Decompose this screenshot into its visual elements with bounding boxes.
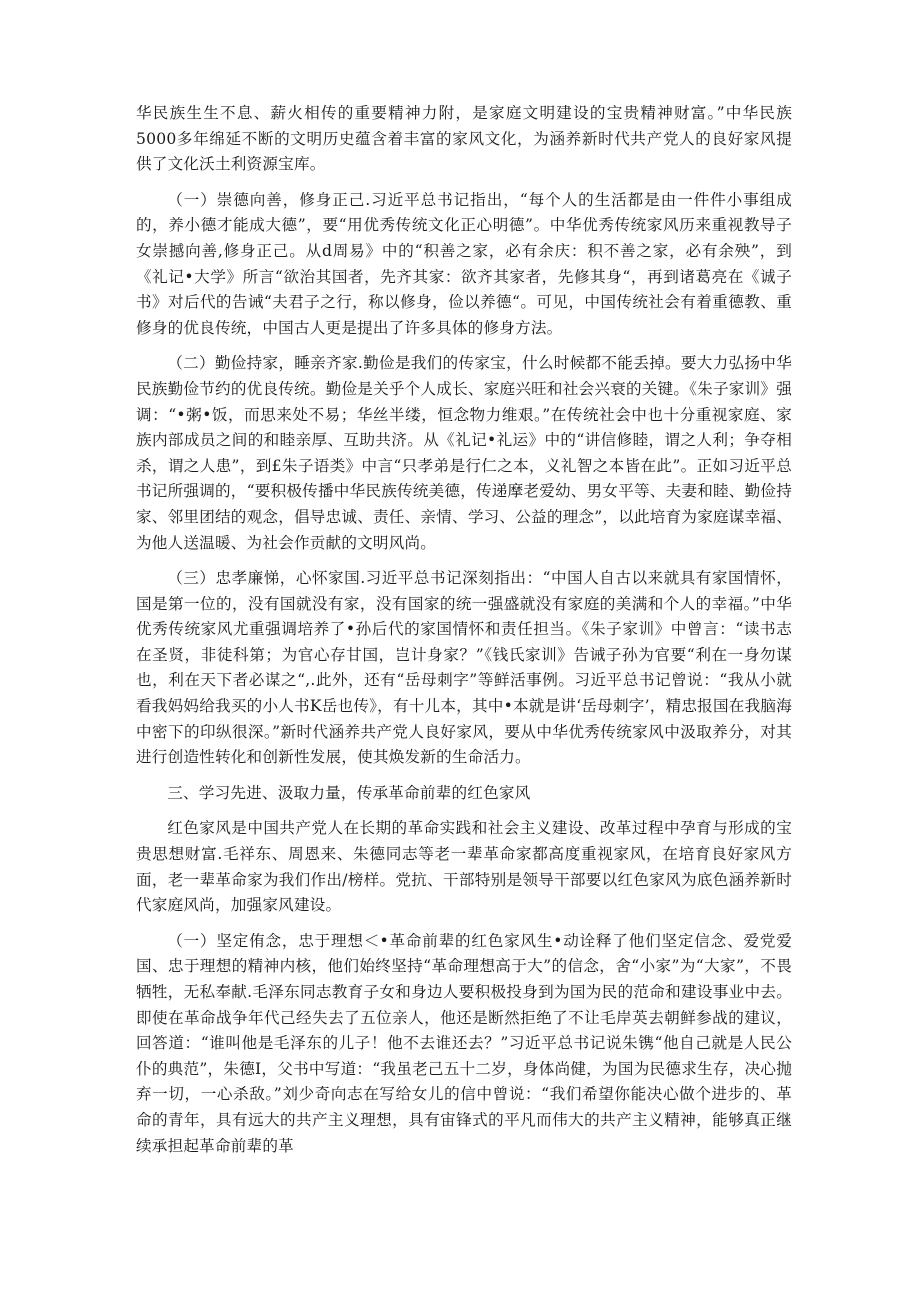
paragraph-qinjian: （二）勤俭持家，睡亲齐家.勤俭是我们的传家宝，什么时候都不能丢掉。要大力弘扬中华民族勤俭节约的优良传统。勤俭是关乎个人成长、家庭兴旺和社会兴衰的关键。《朱子家训》强调：“•粥•饭，而思来处不易；华丝半缕，恒念物力维艰。”在传统社会中也十分重视家庭、家族内部成员之间的和睦亲厚、互助共济。从《礼记•礼运》中的“讲信修睦，谓之人利；争夺相杀，谓之人患”，到£朱子语类》中言“只孝弟是行仁之本，义礼智之本皆在此”。正如习近平总书记所强调的，“要积极传播中华民族传统美德，传递摩老爱幼、男女平等、夫妻和睦、勤俭持家、邻里团结的观念，倡导忠诚、责任、亲情、学习、公益的理念”，以此培育为家庭谋幸福、为他人送温暖、为社会作贡献的文明风尚。 bbox=[136, 354, 792, 552]
paragraph-zhongxiao: （三）忠孝廉悌，心怀家国.习近平总书记深刻指出：“中国人自古以来就具有家国情怀，国是第一位的，没有国就没有家，没有国家的统一强盛就没有家庭的美满和个人的幸福。”中华优秀传统家风尤重强调培养了•孙后代的家国情怀和责任担当。《朱子家训》中曾言：“读书志在圣贤，非徒科第；为官心存甘国，岂计身家？”《钱氏家训》告诫子孙为官要“利在一身勿谋也，利在天下者必谋之“,.此外，还有“岳母刺字”等鲜活事例。习近平总书记曾说：“我从小就看我妈妈给我买的小人书K岳也传》，有十儿本，其中•本就是讲‘岳母刺字’，精忠报国在我脑海中密下的印纵很深。”新时代涵养共产党人良好家风，要从中华优秀传统家风中汲取养分，对其进行创造性转化和创新性发展，使其焕发新的生命活力。 bbox=[136, 569, 792, 767]
paragraph-intro: 华民族生生不息、薪火相传的重要精神力附，是家庭文明建设的宝贵精神财富。”中华民族5000多年绵延不断的文明历史蕴含着丰富的家风文化，为涵养新时代共产党人的良好家风提供了文化沃土利资源宝库。 bbox=[136, 104, 792, 174]
paragraph-jianding: （一）坚定侑念，忠于理想＜•革命前辈的红色家风生•动诠释了他们坚定信念、爱党爱国、忠于理想的精神内核，他们始终坚持“革命理想高于大”的信念，舍“小家”为“大家”，不畏牺牲，无私奉献.毛泽东同志教育子女和身边人要积极投身到为国为民的范命和建设事业中去。即使在革命战争年代己经失去了五位亲人，他还是断然拒绝了不让毛岸英去朝鲜参战的建议，回答道：“谁叫他是毛泽东的儿子！他不去谁还去？”习近平总书记说朱镌“他自己就是人民公仆的典范”，朱德I，父书中写道：“我虽老己五十二岁，身体尚健，为国为民德求生存，决心抛弃一切，一心杀敌。”刘少奇向志在写给女儿的信中曾说：“我们希望你能决心做个进步的、革命的青年，具有远大的共产主义理想，具有宙锋式的平凡而伟大的共产主义精神，能够真正继续承担起革命前辈的革 bbox=[136, 931, 792, 1155]
section-heading-3: 三、学习先进、汲取力量，传承革命前辈的红色家风 bbox=[167, 783, 531, 802]
paragraph-chongde: （一）崇德向善，修身正己.习近平总书记指出，“每个人的生活都是由一件件小事组成的，养小德才能成大德”，要“用优秀传统文化正心明德”。中华优秀传统家风历来重视教导子女崇撼向善,修身正己。从d周易》中的“积善之家，必有余庆：积不善之家，必有余殃”，到《礼记•大学》所言“欲治其国者，先齐其家：欲齐其家者，先修其身“，再到诸葛亮在《诚子书》对后代的告诫“夫君子之行，称以修身，俭以养德“。可见，中国传统社会有着重德教、重修身的优良传统，中国古人更是提出了许多具体的修身方法。 bbox=[136, 190, 792, 337]
document-page bbox=[136, 101, 792, 1169]
paragraph-red-family: 红色家风是中国共产党人在长期的革命实践和社会主义建设、改革过程中孕育与形成的宝贵思想财富.毛祥东、周恩来、朱德同志等老一辈革命家都高度重视家风，在培育良好家风方面，老一辈革命家为我们作出/榜样。党抗、干部特别是领导干部要以红色家风为底色涵养新时代家庭风尚，加强家风建设。 bbox=[136, 819, 792, 915]
